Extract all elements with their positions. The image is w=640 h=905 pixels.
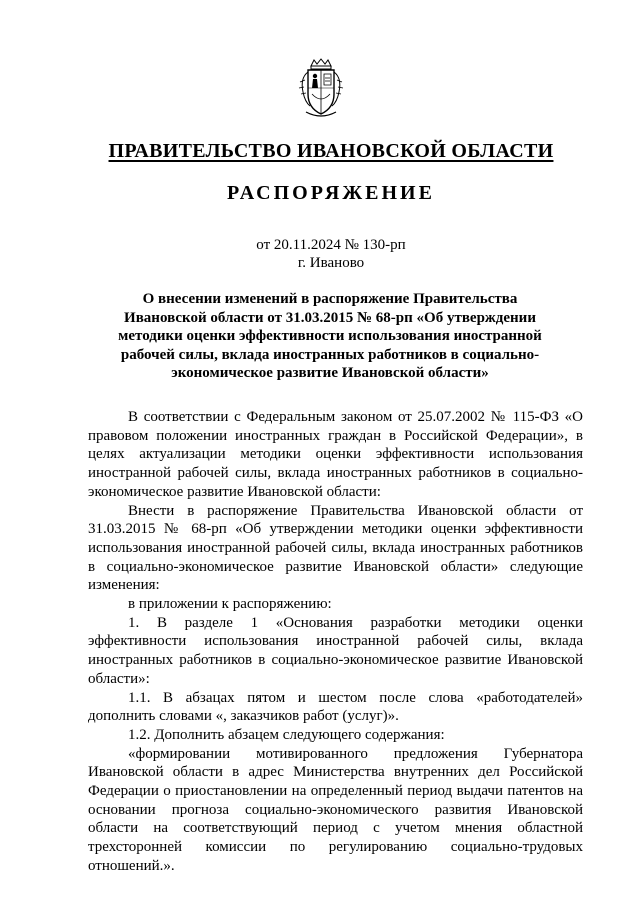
body-paragraph: «формировании мотивированного предложения Губернатора Ивановской области в адрес Министерства внутренних дел Российской Федерации о приостановлении на определенный период выдачи патентов на основании прогноза социально-экономического развития Ивановской области на соответствующий период с учетом мнения областной трехсторонней комиссии по регулированию социально-трудовых отношений.». — [88, 745, 583, 874]
subject-line: О внесении изменений в распоряжение Правительства — [142, 291, 518, 307]
government-title: ПРАВИТЕЛЬСТВО ИВАНОВСКОЙ ОБЛАСТИ — [108, 140, 554, 162]
body-paragraph: в приложении к распоряжению: — [128, 596, 332, 613]
body-paragraph: В соответствии с Федеральным законом от 25.07.2002 № 115-ФЗ «О правовом положении иностранных граждан в Российской Федерации», в целях актуализации методики оценки эффективности использования иностранной рабочей силы, вклада иностранных работников в социально-экономическое развитие Ивановской области: — [88, 409, 583, 500]
document-meta — [0, 236, 640, 272]
document-subject — [115, 290, 545, 383]
body-paragraph: 1.1. В абзацах пятом и шестом после слова «работодателей» дополнить словами «, заказчиков работ (услуг)». — [88, 689, 583, 725]
document-date-number: от 20.11.2024 № 130-рп — [256, 237, 406, 253]
body-paragraph: 1. В разделе 1 «Основания разработки методики оценки эффективности использования иностранной рабочей силы, вклада иностранных работников в социально-экономическое развитие Ивановской области»: — [88, 614, 583, 687]
body-paragraph: Внести в распоряжение Правительства Ивановской области от 31.03.2015 № 68-рп «Об утверждении методики оценки эффективности использования иностранной рабочей силы, вклада иностранных работников в социально-экономическое развитие Ивановской области» следующие изменения: — [88, 502, 583, 594]
document-type-heading: РАСПОРЯЖЕНИЕ — [227, 182, 435, 204]
document-city: г. Иваново — [297, 255, 365, 271]
subject-line: методики оценки эффективности использования иностранной — [118, 328, 542, 344]
subject-line: экономическое развитие Ивановской области» — [171, 365, 489, 381]
body-paragraph: 1.2. Дополнить абзацем следующего содержания: — [128, 726, 445, 743]
subject-line: рабочей силы, вклада иностранных работников в социально- — [120, 346, 540, 363]
document-body — [88, 408, 583, 876]
subject-line: Ивановской области от 31.03.2015 № 68-рп «Об утверждении — [124, 309, 536, 326]
ivanovo-oblast-coat-of-arms-icon — [296, 58, 346, 118]
